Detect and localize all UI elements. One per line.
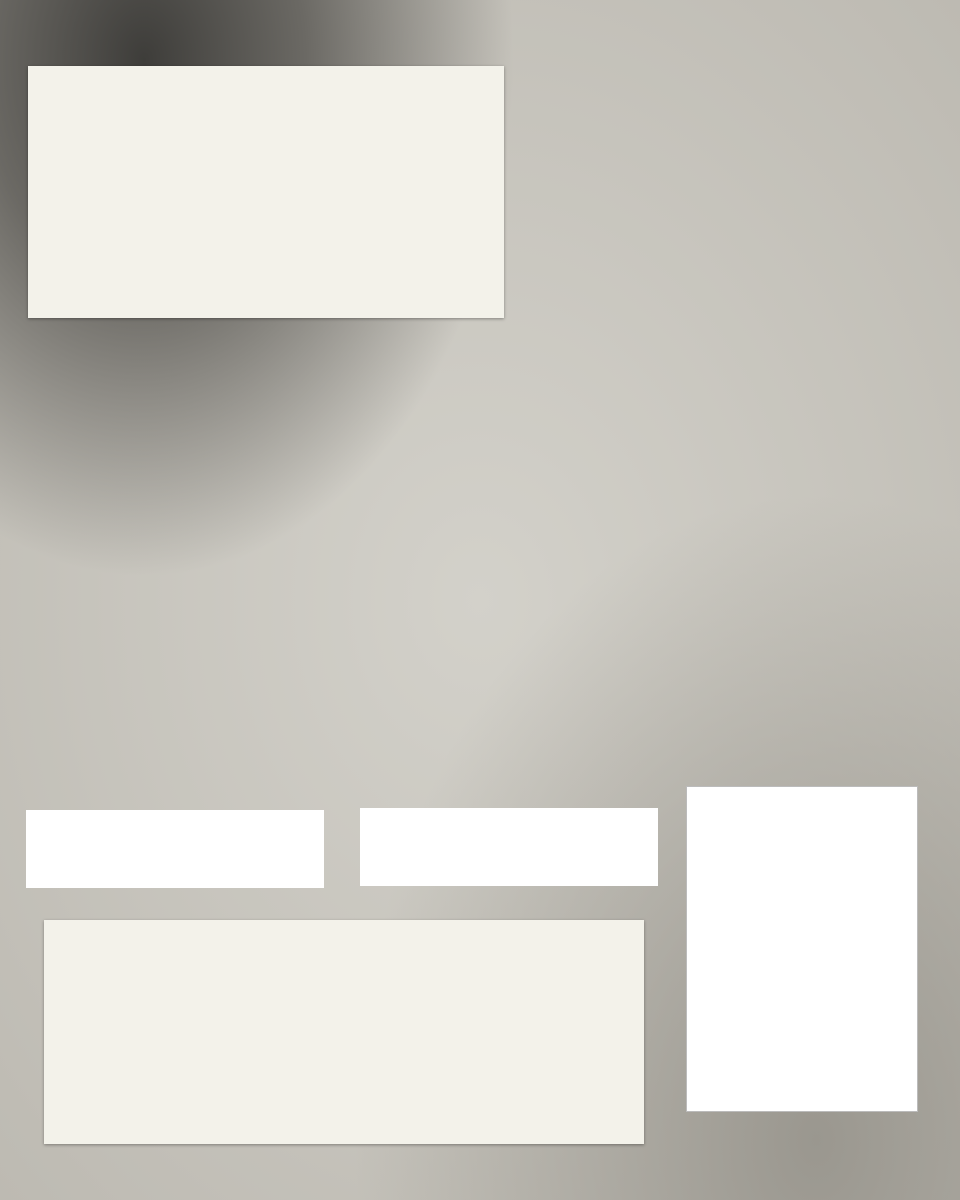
coord-tiles-a — [26, 810, 324, 888]
omega-map-sheet — [686, 786, 918, 1112]
coord-tiles-b — [360, 808, 658, 886]
final-letter — [44, 920, 644, 1144]
intro-letter — [28, 66, 504, 318]
